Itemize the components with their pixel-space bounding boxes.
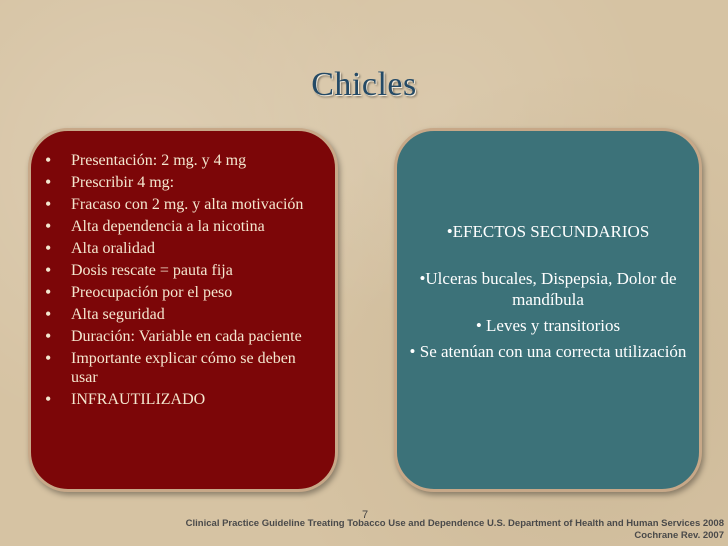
- bullet-icon: •: [45, 282, 52, 302]
- bullet-icon: •: [45, 216, 52, 236]
- left-panel: [28, 128, 338, 492]
- side-effect-item: • Leves y transitorios: [475, 316, 621, 335]
- list-item-text: Fracaso con 2 mg. y alta motivación: [71, 196, 304, 213]
- list-item: [45, 173, 321, 192]
- side-effects-heading: •EFECTOS SECUNDARIOS: [446, 222, 650, 241]
- bullet-icon: •: [45, 194, 52, 214]
- citation-line-1: Clinical Practice Guideline Treating Tobacco Use and Dependence U.S. Department of Health and Human Services 2008: [185, 518, 724, 529]
- list-item: [45, 283, 321, 302]
- list-item-text: INFRAUTILIZADO: [71, 391, 206, 408]
- bullet-icon: •: [45, 150, 52, 170]
- list-item: [45, 261, 321, 280]
- list-item: [45, 327, 321, 346]
- list-item: [45, 151, 321, 170]
- list-item: [45, 390, 321, 409]
- list-item: [45, 195, 321, 214]
- list-item-text: Alta oralidad: [71, 240, 155, 257]
- bullet-icon: •: [45, 260, 52, 280]
- list-item-text: Prescribir 4 mg:: [71, 174, 175, 191]
- bullet-icon: •: [45, 389, 52, 409]
- citation-line-2: Cochrane Rev. 2007: [634, 530, 724, 541]
- bullet-icon: •: [45, 326, 52, 346]
- page-number: 7: [362, 509, 369, 521]
- bullet-icon: •: [45, 304, 52, 324]
- slide-title: Chicles: [311, 66, 417, 103]
- bullet-icon: •: [45, 348, 52, 368]
- bullet-icon: •: [45, 238, 52, 258]
- right-panel-content: [405, 221, 691, 367]
- citation-footer: [164, 518, 724, 542]
- bullet-icon: •: [45, 172, 52, 192]
- list-item-text: Alta seguridad: [71, 306, 165, 323]
- list-item-text: Dosis rescate = pauta fija: [71, 262, 233, 279]
- list-item: [45, 239, 321, 258]
- side-effect-item: • Se atenúan con una correcta utilización: [409, 342, 687, 361]
- list-item: [45, 305, 321, 324]
- list-item: [45, 349, 321, 387]
- list-item-text: Alta dependencia a la nicotina: [71, 218, 265, 235]
- list-item-text: Presentación: 2 mg. y 4 mg: [71, 152, 247, 169]
- list-item-text: Preocupación por el peso: [71, 284, 233, 301]
- side-effect-item: •Ulceras bucales, Dispepsia, Dolor de mandíbula: [419, 269, 677, 309]
- list-item-text: Duración: Variable en cada paciente: [71, 328, 302, 345]
- left-bullet-list: [45, 151, 321, 409]
- list-item: [45, 217, 321, 236]
- right-panel: [394, 128, 702, 492]
- list-item-text: Importante explicar cómo se deben usar: [71, 350, 296, 386]
